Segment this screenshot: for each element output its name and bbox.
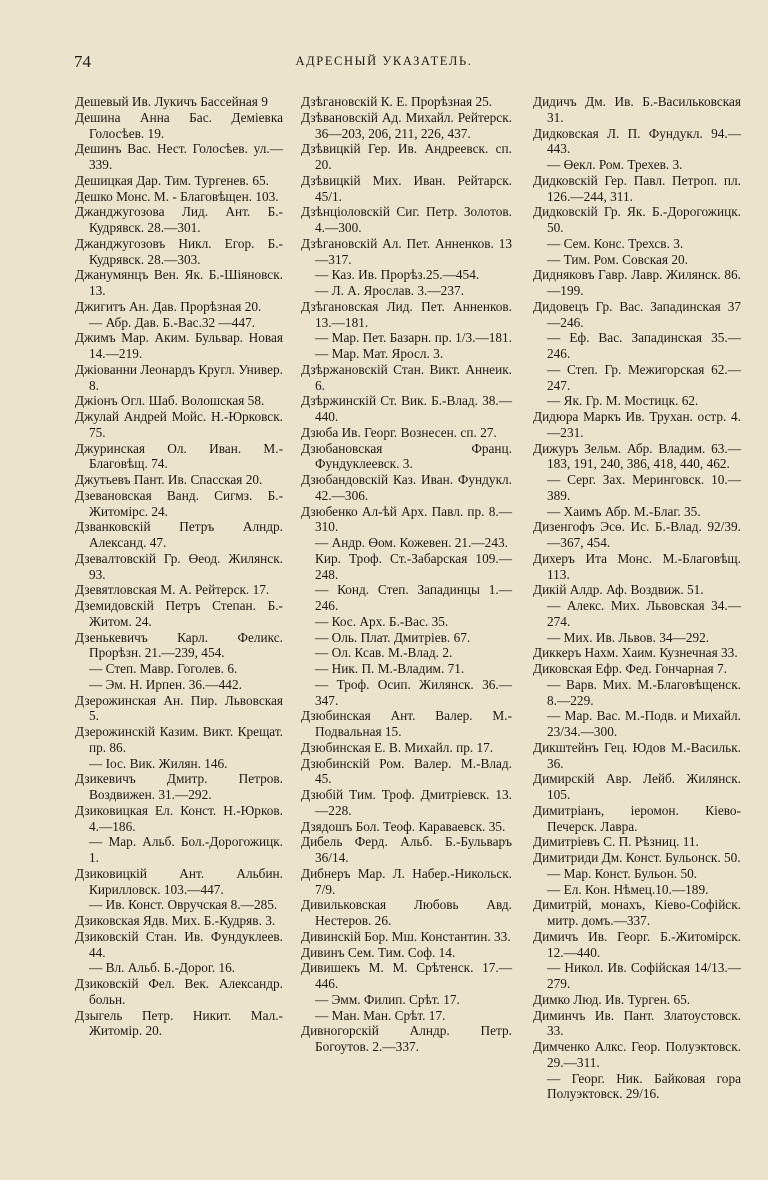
directory-entry: — Л. А. Ярослав. 3.—237. bbox=[315, 283, 464, 298]
directory-entry: Дивишекъ М. М. Срѣтенск. 17.—446. bbox=[301, 960, 512, 991]
directory-entry: — Өекл. Ром. Трехев. 3. bbox=[547, 157, 683, 172]
directory-entry: Джанумянцъ Вен. Як. Б.-Шіяновск. 13. bbox=[75, 267, 283, 298]
directory-entry: Диминчъ Ив. Пант. Златоустовск. 33. bbox=[533, 1007, 741, 1039]
running-head-title: АДРЕСНЫЙ УКАЗАТЕЛЬ. bbox=[295, 54, 473, 68]
directory-entry: Джанджугозовъ Никл. Егор. Б.-Кудрявск. 28.—303. bbox=[75, 235, 283, 267]
directory-entry: Дешицкая Дар. Тим. Тургенев. 65. bbox=[75, 172, 269, 188]
directory-entry: Димичъ Ив. Георг. Б.-Житомірск. 12.—440. bbox=[533, 928, 741, 960]
directory-entry: Дзѣржановскій Стан. Викт. Аннеик. 6. bbox=[301, 361, 512, 393]
directory-entry: — Ол. Ксав. М.-Влад. 2. bbox=[315, 645, 453, 661]
directory-entry: — Ман. Ман. Срѣт. 17. bbox=[315, 1007, 446, 1023]
directory-entry: — Алекс. Мих. Львовская 34.—274. bbox=[547, 598, 741, 629]
directory-entry: Дзядошъ Бол. Теоф. Караваевск. 35. bbox=[301, 818, 506, 834]
directory-entry: Дзюбинскій Ром. Валер. М.-Влад. 45. bbox=[301, 755, 512, 787]
directory-entry: — Ел. Кон. Нѣмец.10.—189. bbox=[547, 881, 709, 897]
directory-entry: Дидовецъ Гр. Вас. Западинская 37 —246. bbox=[533, 298, 741, 330]
directory-entry: Джулай Андрей Мойс. Н.-Юрковск. 75. bbox=[75, 409, 283, 440]
directory-entry: Дзевятловская М. А. Рейтерск. 17. bbox=[75, 582, 270, 598]
directory-entry: — Мар. Альб. Бол.-Дорогожицк. 1. bbox=[89, 834, 283, 865]
directory-entry: Дивногорскій Алндр. Петр. Богоутов. 2.—337. bbox=[301, 1023, 512, 1054]
directory-entry: Дзиковскій Фел. Век. Александр. больн. bbox=[75, 976, 283, 1007]
directory-entry: Дзванковскій Петръ Алндр. Александ. 47. bbox=[75, 519, 283, 550]
directory-entry: Дзюба Ив. Георг. Вознесен. сп. 27. bbox=[301, 424, 497, 440]
directory-entry: — Ник. П. М.-Владим. 71. bbox=[315, 661, 465, 676]
directory-entry: Дзерожинскій Казим. Викт. Крещат. пр. 86. bbox=[75, 724, 283, 755]
directory-entry: — Эмм. Филип. Срѣт. 17. bbox=[315, 991, 460, 1007]
directory-entry: — Мар. Пет. Базарн. пр. 1/3.—181. bbox=[315, 330, 513, 346]
directory-entry: Дземидовскій Петръ Степан. Б.-Житом. 24. bbox=[75, 598, 283, 629]
directory-entry: Дзѣвицкій Мих. Иван. Рейтарск. 45/1. bbox=[301, 172, 512, 204]
directory-entry: Дзевалтовскій Гр. Өеод. Жилянск. 93. bbox=[75, 550, 283, 582]
directory-entry: Дешко Монс. М. - Благовѣщен. 103. bbox=[75, 188, 279, 204]
directory-entry: Дзиковскій Стан. Ив. Фундуклеев. 44. bbox=[75, 928, 283, 960]
directory-entry: — Эм. Н. Ирпен. 36.—442. bbox=[89, 676, 242, 692]
directory-entry: — Еф. Вас. Западинская 35.—246. bbox=[547, 330, 741, 361]
directory-entry: Кир. Троф. Ст.-Забарская 109.—248. bbox=[315, 550, 512, 582]
directory-entry: Дешина Анна Бас. Деміевка Голосѣев. 19. bbox=[75, 109, 283, 141]
directory-entry: Дзюбинская Е. В. Михайл. пр. 17. bbox=[301, 739, 494, 755]
directory-entry: Дибнеръ Мар. Л. Набер.-Никольск. 7/9. bbox=[301, 865, 512, 897]
directory-entry: Димитріанъ, іеромон. Кіево-Печерск. Лавра. bbox=[533, 802, 741, 834]
directory-entry: — Степ. Мавр. Гоголев. 6. bbox=[89, 661, 238, 676]
directory-entry: — Оль. Плат. Дмитріев. 67. bbox=[315, 629, 471, 645]
directory-entry: Джіованни Леонардъ Кругл. Универ. 8. bbox=[75, 361, 283, 393]
directory-entry: — Як. Гр. М. Мостицк. 62. bbox=[547, 393, 699, 409]
directory-entry: Дикій Алдр. Аф. Воздвиж. 51. bbox=[533, 582, 704, 598]
directory-entry: — Сем. Конс. Трехсв. 3. bbox=[547, 235, 684, 251]
directory-entry: Димитріевъ С. П. Рѣзниц. 11. bbox=[533, 834, 699, 850]
directory-column-2 bbox=[301, 94, 512, 1055]
directory-entry: Димитриди Дм. Конст. Бульонск. 50. bbox=[533, 850, 741, 865]
page-number: 74 bbox=[74, 52, 91, 71]
directory-columns bbox=[0, 94, 768, 1180]
directory-entry: — Георг. Ник. Байковая гора Полуэктовск. 29/16. bbox=[547, 1070, 741, 1102]
directory-entry: — Тим. Ром. Совская 20. bbox=[547, 251, 688, 267]
directory-entry: Дзыгель Петр. Никит. Мал.-Житомір. 20. bbox=[75, 1007, 283, 1039]
directory-entry: — Андр. Өом. Кожевен. 21.—243. bbox=[315, 535, 508, 550]
directory-entry: Дзюбановская Франц. Фундуклеевск. 3. bbox=[301, 440, 512, 472]
directory-entry: Дзѣгановскій К. Е. Прорѣзная 25. bbox=[301, 94, 493, 109]
directory-entry: Дзевановская Ванд. Сигмз. Б.-Житомірс. 24. bbox=[75, 487, 283, 519]
directory-entry: — Конд. Степ. Западинцы 1.—246. bbox=[315, 582, 512, 613]
directory-entry: Дидковская Л. П. Фундукл. 94.—443. bbox=[533, 125, 741, 157]
directory-entry: — Серг. Зах. Меринговск. 10.—389. bbox=[547, 472, 741, 503]
directory-entry: — Степ. Гр. Межигорская 62.—247. bbox=[547, 361, 741, 393]
directory-entry: Дзенькевичъ Карл. Феликс. Прорѣзн. 21.—239, 454. bbox=[75, 629, 283, 661]
directory-entry: Дидюра Маркъ Ив. Трухан. остр. 4.—231. bbox=[533, 409, 741, 440]
directory-entry: Дихеръ Ита Монс. М.-Благовѣщ. 113. bbox=[533, 550, 741, 582]
directory-entry: Дзѣгановская Лид. Пет. Анненков. 13.—181. bbox=[301, 298, 512, 330]
directory-entry: Дзикевичъ Дмитр. Петров. Воздвижен. 31.—292. bbox=[75, 771, 283, 802]
directory-entry: — Никол. Ив. Софійская 14/13.—279. bbox=[547, 960, 741, 991]
directory-entry: Дешевый Ив. Лукичъ Бассейная 9 bbox=[75, 94, 268, 109]
directory-entry: — Мар. Конст. Бульон. 50. bbox=[547, 865, 698, 881]
directory-entry: — Кос. Арх. Б.-Вас. 35. bbox=[315, 613, 449, 629]
directory-entry: — Абр. Дав. Б.-Вас.32 —447. bbox=[89, 314, 256, 330]
directory-entry: Димирскій Авр. Лейб. Жилянск. 105. bbox=[533, 771, 741, 802]
directory-entry: Дзюбій Тим. Троф. Дмитріевск. 13.—228. bbox=[301, 787, 512, 818]
directory-entry: Дивильковская Любовь Авд. Нестеров. 26. bbox=[301, 897, 512, 928]
directory-entry: — Троф. Осип. Жилянск. 36.—347. bbox=[315, 676, 512, 708]
directory-entry: Дзѣвановскій Ад. Михайл. Рейтерск. 36—203, 206, 211, 226, 437. bbox=[301, 109, 512, 141]
directory-entry: Дидковскій Гер. Павл. Петроп. пл. 126.—244, 311. bbox=[533, 172, 741, 204]
directory-entry: — Варв. Мих. М.-Благовѣщенск. 8.—229. bbox=[547, 676, 741, 708]
directory-entry: — Хаимъ Абр. М.-Благ. 35. bbox=[547, 503, 701, 519]
directory-column-3 bbox=[533, 94, 741, 1102]
directory-entry: Дзѣгановскій Ал. Пет. Анненков. 13—317. bbox=[301, 235, 512, 267]
directory-entry: Дзиковская Ядв. Мих. Б.-Кудряв. 3. bbox=[75, 913, 276, 928]
directory-entry: Дзерожинская Ан. Пир. Львовская 5. bbox=[75, 692, 283, 724]
directory-entry: — Мар. Вас. М.-Подв. и Михайл. 23/34.—300. bbox=[547, 708, 741, 739]
directory-entry: Джіонъ Огл. Шаб. Волошская 58. bbox=[75, 393, 265, 409]
directory-entry: Димченко Алкс. Геор. Полуэктовск. 29.—311. bbox=[533, 1039, 741, 1070]
directory-entry: — Мих. Ив. Львов. 34—292. bbox=[547, 629, 710, 645]
directory-entry: Дикштейнъ Гец. Юдов М.-Васильк. 36. bbox=[533, 739, 741, 771]
directory-entry: Дибель Ферд. Альб. Б.-Бульваръ 36/14. bbox=[301, 834, 512, 865]
directory-entry: Дижуръ Зельм. Абр. Владим. 63.—183, 191, 240, 386, 418, 440, 462. bbox=[533, 440, 741, 472]
directory-entry: Дзѣржинскій Ст. Вик. Б.-Влад. 38.—440. bbox=[301, 393, 512, 424]
directory-entry: Дзиковицкая Ел. Конст. Н.-Юрков. 4.—186. bbox=[75, 802, 283, 834]
directory-entry: Дзюбинская Ант. Валер. М.-Подвальная 15. bbox=[301, 708, 512, 739]
directory-entry: Димитрій, монахъ, Кіево-Софійск. митр. домъ.—337. bbox=[533, 897, 741, 928]
directory-entry: Дизенгофъ Эсө. Ис. Б.-Влад. 92/39.—367, 454. bbox=[533, 519, 741, 550]
directory-entry: Джанджугозова Лид. Ант. Б.-Кудрявск. 28.—301. bbox=[75, 204, 283, 235]
directory-entry: — Іос. Вик. Жилян. 146. bbox=[89, 755, 228, 771]
directory-entry: Дидковскій Гр. Як. Б.-Дорогожицк. 50. bbox=[533, 204, 741, 235]
directory-column-1 bbox=[75, 94, 283, 1039]
directory-entry: Джуринская Ол. Иван. М.-Благовѣщ. 74. bbox=[75, 440, 283, 472]
directory-entry: Диккеръ Нахм. Хаим. Кузнечная 33. bbox=[533, 645, 738, 661]
directory-entry: Диковская Ефр. Фед. Гончарная 7. bbox=[533, 661, 727, 676]
directory-entry: Джимъ Мар. Аким. Бульвар. Новая 14.—219. bbox=[75, 330, 283, 361]
directory-entry: Дзѣвицкій Гер. Ив. Андреевск. сп. 20. bbox=[301, 141, 512, 172]
directory-entry: Джутьевъ Пант. Ив. Спасская 20. bbox=[75, 472, 263, 487]
directory-entry: — Ив. Конст. Овручская 8.—285. bbox=[89, 897, 278, 913]
directory-entry: Дивинскій Бор. Мш. Константин. 33. bbox=[301, 928, 511, 944]
directory-entry: Дзюбандовскій Каз. Иван. Фундукл. 42.—306. bbox=[301, 472, 512, 503]
directory-entry: Дзиковицкій Ант. Альбин. Кирилловск. 103.—447. bbox=[75, 865, 283, 897]
directory-entry: — Мар. Мат. Яросл. 3. bbox=[315, 346, 444, 361]
directory-entry: Дешинъ Вас. Нест. Голосѣев. ул.—339. bbox=[75, 141, 283, 172]
directory-entry: — Каз. Ив. Прорѣз.25.—454. bbox=[315, 267, 480, 283]
directory-entry: Дидняковъ Гавр. Лавр. Жилянск. 86.—199. bbox=[533, 267, 741, 298]
directory-entry: Дидичъ Дм. Ив. Б.-Васильковская 31. bbox=[533, 94, 741, 125]
directory-entry: Дзѣнціоловскій Сиг. Петр. Золотов. 4.—300. bbox=[301, 204, 512, 235]
directory-entry: Дивинъ Сем. Тим. Соф. 14. bbox=[301, 944, 456, 960]
directory-entry: Дзюбенко Ал-ѣй Арх. Павл. пр. 8.—310. bbox=[301, 503, 512, 535]
directory-entry: — Вл. Альб. Б.-Дорог. 16. bbox=[89, 960, 236, 976]
directory-entry: Джигитъ Ан. Дав. Прорѣзная 20. bbox=[75, 298, 262, 314]
directory-entry: Димко Люд. Ив. Тургeн. 65. bbox=[533, 991, 691, 1007]
